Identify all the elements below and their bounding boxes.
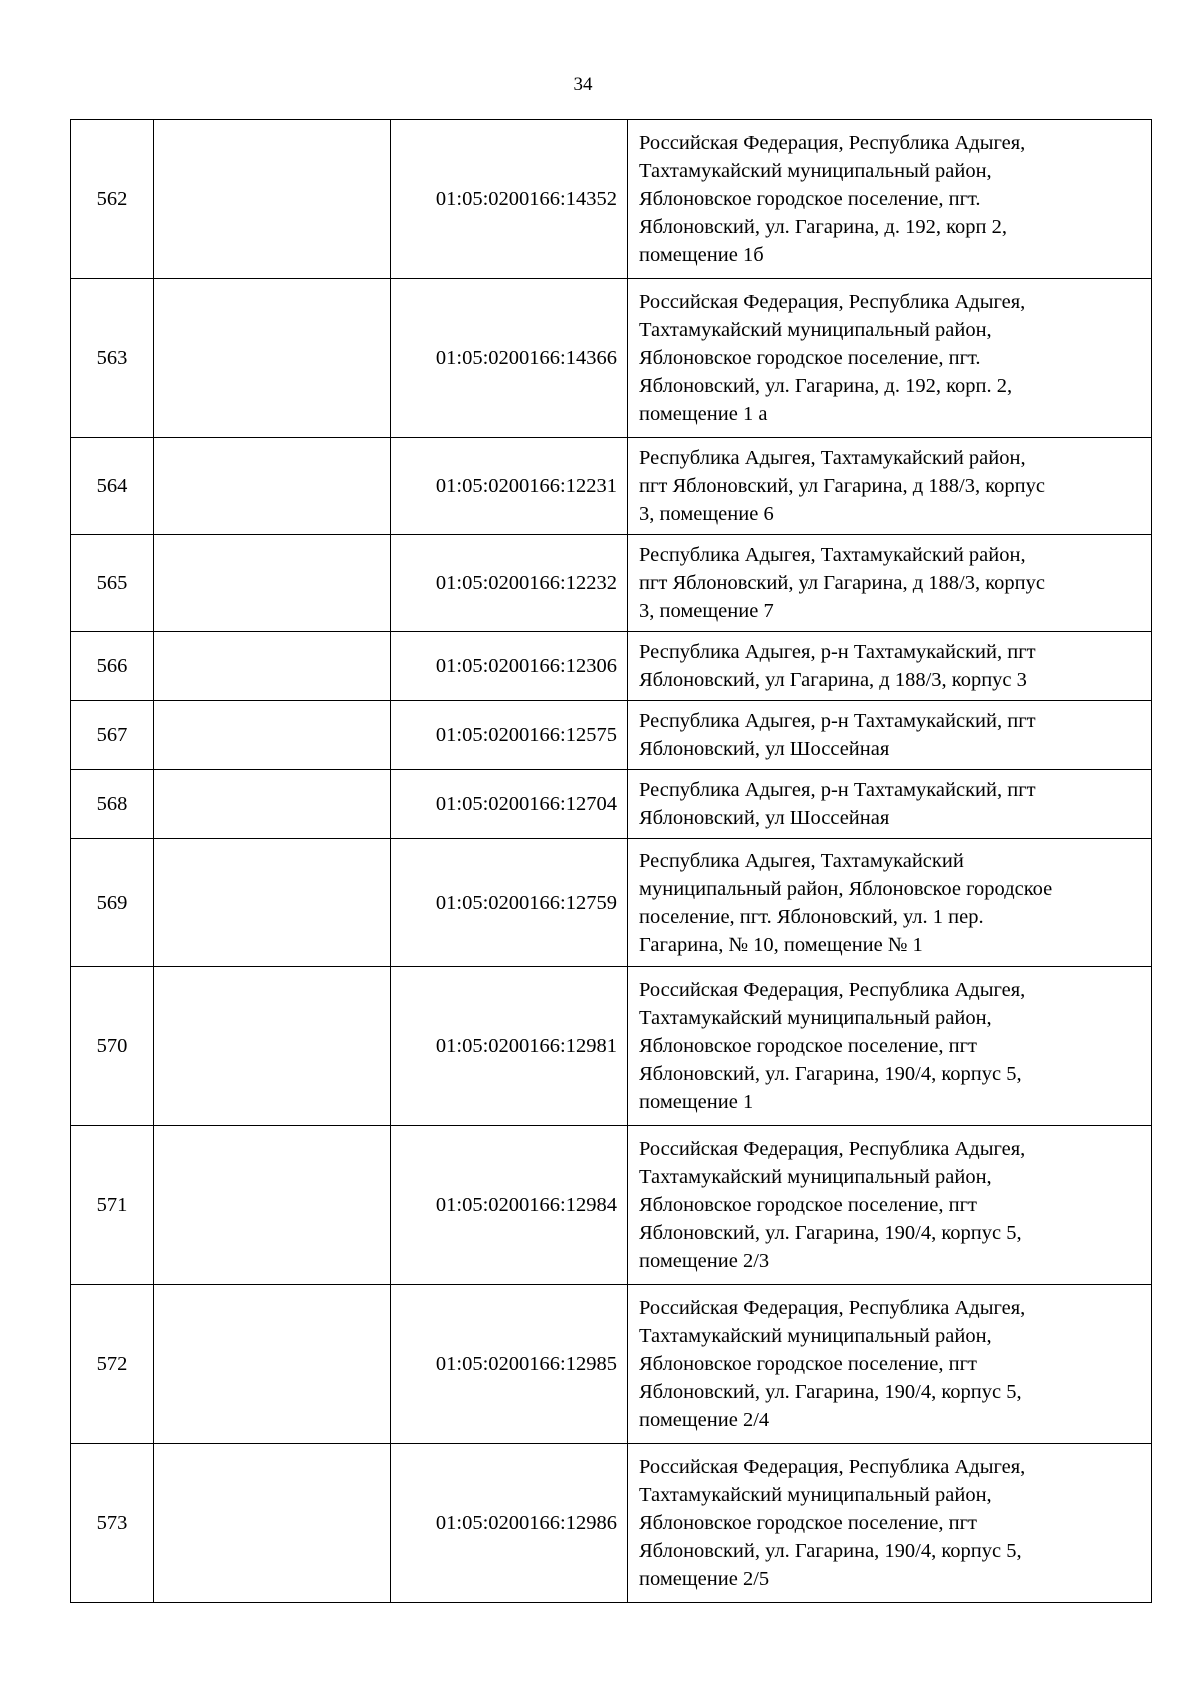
address-line: Российская Федерация, Республика Адыгея, <box>639 979 1026 1001</box>
address-line: помещение 1 а <box>639 403 768 425</box>
address-line: помещение 2/4 <box>639 1409 770 1431</box>
address-line: Российская Федерация, Республика Адыгея, <box>639 1297 1026 1319</box>
address-line: Яблоновское городское поселение, пгт <box>639 1353 977 1375</box>
cadastral-number-cell: 01:05:0200166:12704 <box>391 770 628 839</box>
address-line: Тахтамукайский муниципальный район, <box>639 1325 992 1347</box>
address-line: Тахтамукайский муниципальный район, <box>639 1007 992 1029</box>
address-line: Яблоновское городское поселение, пгт. <box>639 188 981 210</box>
address-line: Российская Федерация, Республика Адыгея, <box>639 1138 1026 1160</box>
empty-cell <box>154 279 391 438</box>
address-cell <box>628 770 1152 839</box>
address-line: Российская Федерация, Республика Адыгея, <box>639 1456 1026 1478</box>
address-line: пгт Яблоновский, ул Гагарина, д 188/3, корпус <box>639 475 1045 497</box>
address-cell <box>628 839 1152 967</box>
property-registry-table <box>70 119 1152 1603</box>
address-line: Яблоновское городское поселение, пгт <box>639 1194 977 1216</box>
address-line: Тахтамукайский муниципальный район, <box>639 319 992 341</box>
row-number-cell: 563 <box>71 279 154 438</box>
cadastral-number-cell: 01:05:0200166:12306 <box>391 632 628 701</box>
table-row <box>71 438 1152 535</box>
empty-cell <box>154 632 391 701</box>
address-line: помещение 1б <box>639 244 764 266</box>
table-row <box>71 632 1152 701</box>
row-number-cell: 567 <box>71 701 154 770</box>
table-row <box>71 535 1152 632</box>
cadastral-number-cell: 01:05:0200166:14366 <box>391 279 628 438</box>
empty-cell <box>154 120 391 279</box>
row-number-cell: 565 <box>71 535 154 632</box>
page-number: 34 <box>573 74 593 95</box>
address-line: 3, помещение 6 <box>639 503 774 525</box>
address-line: Яблоновский, ул Гагарина, д 188/3, корпус 3 <box>639 669 1027 691</box>
empty-cell <box>154 967 391 1126</box>
address-line: Республика Адыгея, р-н Тахтамукайский, пгт <box>639 779 1036 801</box>
cadastral-number-cell: 01:05:0200166:12575 <box>391 701 628 770</box>
table-row <box>71 120 1152 279</box>
address-line: Яблоновское городское поселение, пгт <box>639 1512 977 1534</box>
row-number-cell: 570 <box>71 967 154 1126</box>
address-line: помещение 2/5 <box>639 1568 770 1590</box>
cadastral-number-cell: 01:05:0200166:12985 <box>391 1285 628 1444</box>
address-line: Республика Адыгея, Тахтамукайский район, <box>639 447 1026 469</box>
address-cell <box>628 120 1152 279</box>
address-cell <box>628 1126 1152 1285</box>
empty-cell <box>154 701 391 770</box>
table-row <box>71 279 1152 438</box>
row-number-cell: 573 <box>71 1444 154 1603</box>
row-number-cell: 572 <box>71 1285 154 1444</box>
address-line: Яблоновское городское поселение, пгт. <box>639 347 981 369</box>
table-row <box>71 1285 1152 1444</box>
empty-cell <box>154 770 391 839</box>
empty-cell <box>154 1285 391 1444</box>
address-cell <box>628 701 1152 770</box>
address-cell <box>628 632 1152 701</box>
address-cell <box>628 967 1152 1126</box>
address-cell <box>628 1285 1152 1444</box>
address-line: Яблоновский, ул Шоссейная <box>639 807 890 829</box>
cadastral-number-cell: 01:05:0200166:12986 <box>391 1444 628 1603</box>
empty-cell <box>154 1126 391 1285</box>
address-line: Яблоновский, ул. Гагарина, д. 192, корп. 2, <box>639 375 1013 397</box>
empty-cell <box>154 839 391 967</box>
address-line: Яблоновский, ул. Гагарина, 190/4, корпус 5, <box>639 1063 1022 1085</box>
address-line: Российская Федерация, Республика Адыгея, <box>639 291 1026 313</box>
address-line: Тахтамукайский муниципальный район, <box>639 1166 992 1188</box>
table-row <box>71 1444 1152 1603</box>
cadastral-number-cell: 01:05:0200166:12759 <box>391 839 628 967</box>
address-line: Республика Адыгея, Тахтамукайский <box>639 849 964 872</box>
registry-table-body <box>71 120 1152 1603</box>
table-row <box>71 770 1152 839</box>
row-number-cell: 569 <box>71 839 154 967</box>
table-row <box>71 701 1152 770</box>
row-number-cell: 562 <box>71 120 154 279</box>
address-line: Тахтамукайский муниципальный район, <box>639 160 992 182</box>
address-line: Гагарина, № 10, помещение № 1 <box>639 933 923 956</box>
row-number-cell: 566 <box>71 632 154 701</box>
table-row <box>71 1126 1152 1285</box>
address-line: помещение 2/3 <box>639 1250 770 1272</box>
address-cell <box>628 535 1152 632</box>
address-line: Яблоновский, ул. Гагарина, 190/4, корпус 5, <box>639 1381 1022 1403</box>
address-line: Республика Адыгея, Тахтамукайский район, <box>639 544 1026 566</box>
cadastral-number-cell: 01:05:0200166:14352 <box>391 120 628 279</box>
address-line: поселение, пгт. Яблоновский, ул. 1 пер. <box>639 905 984 928</box>
address-cell <box>628 279 1152 438</box>
address-cell <box>628 1444 1152 1603</box>
cadastral-number-cell: 01:05:0200166:12232 <box>391 535 628 632</box>
empty-cell <box>154 438 391 535</box>
address-cell <box>628 438 1152 535</box>
table-row <box>71 839 1152 967</box>
cadastral-number-cell: 01:05:0200166:12984 <box>391 1126 628 1285</box>
address-line: Яблоновское городское поселение, пгт <box>639 1035 977 1057</box>
row-number-cell: 571 <box>71 1126 154 1285</box>
empty-cell <box>154 535 391 632</box>
row-number-cell: 564 <box>71 438 154 535</box>
cadastral-number-cell: 01:05:0200166:12231 <box>391 438 628 535</box>
row-number-cell: 568 <box>71 770 154 839</box>
empty-cell <box>154 1444 391 1603</box>
address-line: Яблоновский, ул Шоссейная <box>639 738 890 760</box>
address-line: помещение 1 <box>639 1091 754 1113</box>
table-row <box>71 967 1152 1126</box>
address-line: 3, помещение 7 <box>639 600 774 622</box>
cadastral-number-cell: 01:05:0200166:12981 <box>391 967 628 1126</box>
address-line: Республика Адыгея, р-н Тахтамукайский, пгт <box>639 710 1036 732</box>
address-line: Тахтамукайский муниципальный район, <box>639 1484 992 1506</box>
address-line: Российская Федерация, Республика Адыгея, <box>639 132 1026 154</box>
address-line: Республика Адыгея, р-н Тахтамукайский, пгт <box>639 641 1036 663</box>
address-line: Яблоновский, ул. Гагарина, 190/4, корпус 5, <box>639 1540 1022 1562</box>
address-line: Яблоновский, ул. Гагарина, 190/4, корпус 5, <box>639 1222 1022 1244</box>
address-line: Яблоновский, ул. Гагарина, д. 192, корп 2, <box>639 216 1007 238</box>
address-line: муниципальный район, Яблоновское городское <box>639 877 1053 900</box>
address-line: пгт Яблоновский, ул Гагарина, д 188/3, корпус <box>639 572 1045 594</box>
